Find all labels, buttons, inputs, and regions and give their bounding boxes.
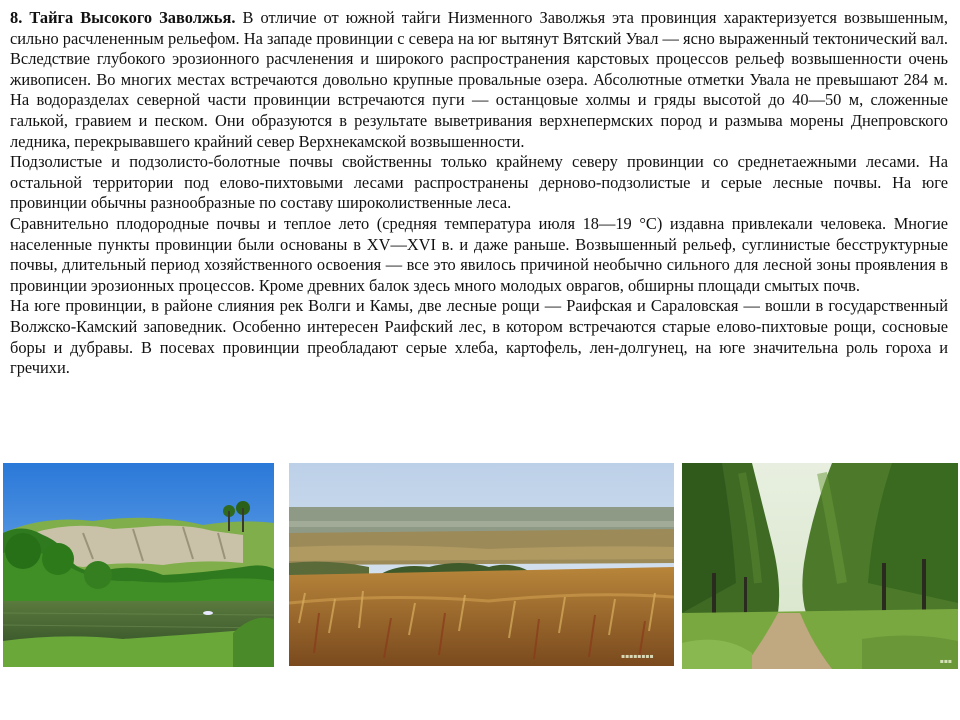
section-title: 8. Тайга Высокого Заволжья. <box>10 8 236 27</box>
photo-watermark: ▪▪▪ <box>939 658 952 665</box>
river-cliff-photo <box>3 463 274 667</box>
paragraph-1-text: В отличие от южной тайги Низменного Заволжья эта провинция характеризуется возвышенным, сильно расчлененным рельефом. На западе провинции с севера на юг вытянут Вятский Увал — ясно выраженный тектонический вал. Вследствие глубокого эрозионного расчленения и широкого распространения карстовых процессов рельеф возвышенности очень живописен. Во многих местах встречаются довольно крупные провальные озера. Абсолютные отметки Увала не превышают 284 м. На водоразделах северной части провинции встречаются пуги — останцовые холмы и гряды высотой до 40—50 м, сложенные галькой, гравием и песком. Они образуются в результате выветривания верхнепермских пород и размыва морены Днепровского ледника, перекрывавшего крайний север Верхнекамской возвышенности. <box>10 8 948 151</box>
valley-field-photo <box>289 463 674 666</box>
paragraph-1 <box>10 8 948 152</box>
tree-alley-photo <box>682 463 958 669</box>
article-text <box>10 8 948 379</box>
photo-credit: ▪▪▪▪▪▪▪▪ <box>621 653 654 660</box>
paragraph-3: Сравнительно плодородные почвы и теплое лето (средняя температура июля 18—19 °С) издавна привлекали человека. Многие населенные пункты провинции были основаны в XV—XVI в. и даже раньше. Возвышенный рельеф, суглинистые бесструктурные почвы, длительный период хозяйственного освоения — все это явилось причиной необычно сильного для лесной зоны проявления в провинции эрозионных процессов. Кроме древних балок здесь много молодых оврагов, обширны площади смытых почв. <box>10 213 948 295</box>
paragraph-4: На юге провинции, в районе слияния рек Волги и Камы, две лесные рощи — Раифская и Сараловская — вошли в государственный Волжско-Камский заповедник. Особенно интересен Раифский лес, в котором встречаются старые елово-пихтовые рощи, сосновые боры и дубравы. В посевах провинции преобладают серые хлеба, картофель, лен-долгунец, на юге значительна роль гороха и гречихи. <box>10 296 948 378</box>
paragraph-2: Подзолистые и подзолисто-болотные почвы свойственны только крайнему северу провинции со среднетаежными лесами. На остальной территории под елово-пихтовыми лесами распространены дерново-подзолистые и серые лесные почвы. На юге провинции обычны разнообразные по составу широколиственные леса. <box>10 152 948 213</box>
